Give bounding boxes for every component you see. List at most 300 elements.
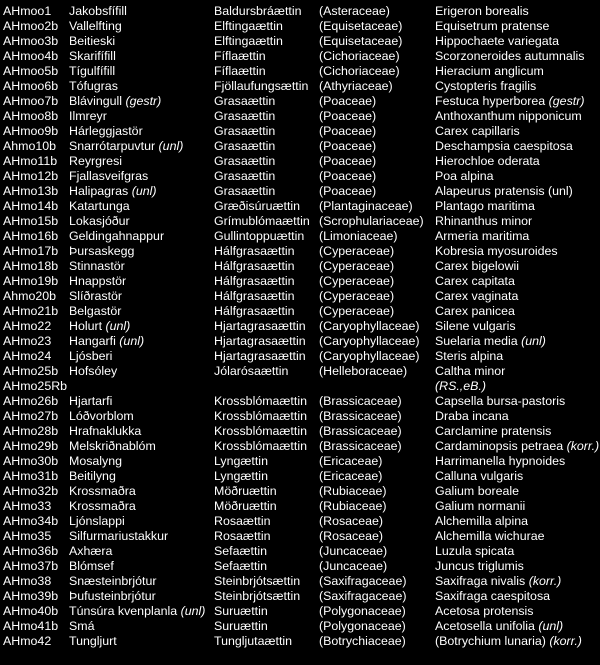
family-latin — [319, 94, 376, 109]
latin-name-text: Saxifraga caespitosa — [435, 589, 551, 603]
family-latin — [319, 499, 387, 514]
specimen-code-text: AHmoo6b — [3, 79, 59, 93]
latin-name — [435, 439, 599, 454]
family-latin — [319, 274, 394, 289]
family-icelandic — [214, 334, 306, 349]
family-latin — [319, 169, 376, 184]
family-icelandic-text: Hjartagrasaættin — [214, 319, 306, 333]
family-icelandic-text: Fíflaættin — [214, 49, 266, 63]
specimen-code-text: AHmoo3b — [3, 34, 59, 48]
icelandic-name — [69, 469, 116, 484]
family-latin — [319, 334, 420, 349]
icelandic-name-text: Ljónslappi — [69, 514, 125, 528]
icelandic-name-text: Vallelfting — [69, 19, 122, 33]
icelandic-name-note: (unl) — [119, 334, 145, 348]
icelandic-name — [69, 409, 134, 424]
icelandic-name — [69, 4, 127, 19]
table-row — [0, 619, 600, 634]
family-latin-text: (Juncaceae) — [319, 559, 388, 573]
family-latin — [319, 184, 376, 199]
latin-name-text: Alchemilla wichurae — [435, 529, 545, 543]
specimen-code-text: AHmo28b — [3, 424, 59, 438]
family-icelandic-text: Krossblómaættin — [214, 439, 307, 453]
icelandic-name — [69, 259, 125, 274]
icelandic-name — [69, 199, 130, 214]
specimen-code-text: AHmo25b — [3, 364, 59, 378]
table-row — [0, 574, 600, 589]
family-latin — [319, 304, 394, 319]
specimen-code-text: AHmo13b — [3, 184, 59, 198]
icelandic-name-text: Tungljurt — [69, 634, 117, 648]
latin-name — [435, 589, 550, 604]
family-icelandic — [214, 619, 268, 634]
family-icelandic — [214, 79, 308, 94]
family-icelandic-text: Elftingaættin — [214, 34, 283, 48]
family-icelandic-text: Hálfgrasaættin — [214, 289, 295, 303]
latin-name-note: (RS.,eB.) — [435, 379, 486, 393]
icelandic-name-text: Tígulfífill — [69, 64, 116, 78]
icelandic-name — [69, 79, 118, 94]
latin-name — [435, 469, 523, 484]
icelandic-name — [69, 319, 130, 334]
table-row — [0, 529, 600, 544]
table-row — [0, 259, 600, 274]
latin-name-text: Alapeurus pratensis (unl) — [435, 184, 573, 198]
latin-name — [435, 499, 525, 514]
family-icelandic-text: Fíflaættin — [214, 64, 266, 78]
family-latin-text: (Rubiaceae) — [319, 484, 387, 498]
family-icelandic — [214, 589, 300, 604]
specimen-code-text: AHmoo8b — [3, 109, 59, 123]
family-icelandic — [214, 349, 306, 364]
latin-name-text: Anthoxanthum nipponicum — [435, 109, 582, 123]
specimen-code — [3, 634, 51, 649]
latin-name-text: Hippochaete variegata — [435, 34, 559, 48]
family-icelandic-text: Baldursbráættin — [214, 4, 302, 18]
family-latin-text: (Cichoriaceae) — [319, 49, 400, 63]
family-latin — [319, 619, 406, 634]
specimen-code-text: AHmo21b — [3, 304, 59, 318]
latin-name-text: Galium normanii — [435, 499, 526, 513]
family-latin — [319, 49, 400, 64]
family-latin — [319, 214, 424, 229]
family-latin-text: (Cyperaceae) — [319, 274, 395, 288]
specimen-code — [3, 334, 51, 349]
latin-name-text: Luzula spicata — [435, 544, 515, 558]
icelandic-name-text: Blómsef — [69, 559, 114, 573]
family-icelandic-text: Suruættin — [214, 604, 268, 618]
specimen-code — [3, 574, 51, 589]
specimen-code — [3, 409, 58, 424]
table-row — [0, 334, 600, 349]
specimen-code-text: AHmo22 — [3, 319, 52, 333]
table-row — [0, 394, 600, 409]
family-latin-text: (Caryophyllaceae) — [319, 319, 420, 333]
family-latin — [319, 349, 420, 364]
family-icelandic — [214, 19, 283, 34]
specimen-code-text: AHmo26b — [3, 394, 59, 408]
family-icelandic — [214, 124, 275, 139]
family-icelandic-text: Hjartagrasaættin — [214, 334, 306, 348]
family-latin-text: (Saxifragaceae) — [319, 574, 407, 588]
specimen-code-text: AHmo37b — [3, 559, 59, 573]
family-icelandic — [214, 424, 307, 439]
specimen-code — [3, 304, 58, 319]
latin-name — [435, 559, 524, 574]
table-row — [0, 499, 600, 514]
family-icelandic — [214, 229, 304, 244]
family-latin — [319, 634, 406, 649]
specimen-code — [3, 439, 58, 454]
icelandic-name-text: Túnsúra kvenplanla — [69, 604, 178, 618]
family-latin — [319, 469, 382, 484]
latin-name-text: Cystopteris fragilis — [435, 79, 537, 93]
icelandic-name-text: Hnappstör — [69, 274, 127, 288]
table-row — [0, 154, 600, 169]
table-row — [0, 319, 600, 334]
latin-name — [435, 334, 546, 349]
family-latin — [319, 319, 420, 334]
family-latin — [319, 139, 376, 154]
specimen-code-text: AHmo19b — [3, 274, 59, 288]
family-icelandic — [214, 4, 301, 19]
family-icelandic-text: Suruættin — [214, 619, 268, 633]
latin-name-text: Erigeron borealis — [435, 4, 529, 18]
icelandic-name — [69, 184, 156, 199]
latin-name — [435, 34, 559, 49]
latin-name-text: Carex vaginata — [435, 289, 519, 303]
specimen-code-text: Ahmo10b — [3, 139, 57, 153]
icelandic-name — [69, 424, 141, 439]
table-row — [0, 184, 600, 199]
icelandic-name — [69, 19, 122, 34]
family-icelandic-text: Sefaættin — [214, 544, 268, 558]
specimen-code-text: AHmoo5b — [3, 64, 59, 78]
latin-name-note: (gestr) — [548, 94, 585, 108]
family-latin — [319, 154, 376, 169]
latin-name-note: (korr.) — [566, 439, 600, 453]
specimen-code — [3, 274, 58, 289]
specimen-code — [3, 229, 58, 244]
specimen-code — [3, 94, 58, 109]
latin-name — [435, 259, 519, 274]
icelandic-name-text: Krossmaðra — [69, 484, 136, 498]
family-icelandic — [214, 304, 295, 319]
specimen-code-text: AHmo24 — [3, 349, 52, 363]
icelandic-name — [69, 484, 136, 499]
icelandic-name-text: Lóðvorblom — [69, 409, 134, 423]
table-row — [0, 4, 600, 19]
latin-name — [435, 304, 515, 319]
specimen-code — [3, 64, 58, 79]
latin-name — [435, 379, 486, 394]
family-latin-text: (Poaceae) — [319, 139, 377, 153]
latin-name-text: Carclamine pratensis — [435, 424, 552, 438]
specimen-code-text: AHmo15b — [3, 214, 59, 228]
icelandic-name — [69, 289, 122, 304]
family-icelandic — [214, 469, 268, 484]
icelandic-name — [69, 229, 164, 244]
specimen-code — [3, 244, 58, 259]
family-latin — [319, 364, 407, 379]
family-latin — [319, 229, 398, 244]
family-latin — [319, 289, 394, 304]
latin-name — [435, 364, 505, 379]
table-row — [0, 484, 600, 499]
family-latin-text: (Poaceae) — [319, 109, 377, 123]
latin-name-text: Scorzoneroides autumnalis — [435, 49, 585, 63]
specimen-code — [3, 544, 58, 559]
specimen-code-text: AHmo40b — [3, 604, 59, 618]
table-row — [0, 589, 600, 604]
latin-name — [435, 244, 558, 259]
specimen-code — [3, 79, 58, 94]
latin-name-note: (korr.) — [549, 634, 582, 648]
family-icelandic-text: Hjartagrasaættin — [214, 349, 306, 363]
family-icelandic — [214, 274, 295, 289]
specimen-code — [3, 499, 51, 514]
icelandic-name-text: Jakobsfífill — [69, 4, 127, 18]
specimen-code — [3, 514, 58, 529]
icelandic-name — [69, 214, 130, 229]
latin-name-text: Plantago maritima — [435, 199, 535, 213]
specimen-code-text: AHmoo9b — [3, 124, 59, 138]
family-icelandic-text: Græðisúruættin — [214, 199, 301, 213]
table-row — [0, 304, 600, 319]
family-latin — [319, 259, 394, 274]
latin-name — [435, 79, 536, 94]
family-latin-text: (Cichoriaceae) — [319, 64, 400, 78]
latin-name-text: Juncus triglumis — [435, 559, 524, 573]
family-icelandic — [214, 454, 268, 469]
specimen-code-text: AHmo36b — [3, 544, 59, 558]
icelandic-name-text: Holurt — [69, 319, 103, 333]
icelandic-name-text: Katartunga — [69, 199, 130, 213]
family-latin — [319, 79, 393, 94]
latin-name-text: Alchemilla alpina — [435, 514, 528, 528]
icelandic-name — [69, 514, 125, 529]
specimen-code — [3, 259, 58, 274]
family-icelandic — [214, 244, 295, 259]
family-latin-text: (Ericaceae) — [319, 469, 383, 483]
latin-name — [435, 514, 528, 529]
icelandic-name — [69, 34, 115, 49]
specimen-code-text: AHmo29b — [3, 439, 59, 453]
specimen-code — [3, 199, 58, 214]
specimen-code — [3, 604, 58, 619]
icelandic-name — [69, 274, 126, 289]
family-icelandic — [214, 94, 275, 109]
latin-name-text: Cardaminopsis petraea — [435, 439, 564, 453]
family-latin — [319, 409, 402, 424]
icelandic-name — [69, 169, 148, 184]
family-latin — [319, 424, 402, 439]
latin-name — [435, 94, 584, 109]
table-row — [0, 49, 600, 64]
family-latin-text: (Brassicaceae) — [319, 424, 402, 438]
latin-name — [435, 184, 573, 199]
icelandic-name-text: Ilmreyr — [69, 109, 107, 123]
latin-name — [435, 274, 515, 289]
family-latin-text: (Cyperaceae) — [319, 289, 395, 303]
latin-name-text: Poa alpina — [435, 169, 494, 183]
table-row — [0, 469, 600, 484]
table-row — [0, 19, 600, 34]
family-icelandic — [214, 559, 267, 574]
table-row — [0, 64, 600, 79]
specimen-code — [3, 169, 58, 184]
family-latin-text: (Cyperaceae) — [319, 244, 395, 258]
latin-name — [435, 409, 509, 424]
family-latin-text: (Cyperaceae) — [319, 304, 395, 318]
family-icelandic — [214, 499, 277, 514]
family-icelandic-text: Möðruættin — [214, 499, 277, 513]
family-latin-text: (Juncaceae) — [319, 544, 388, 558]
latin-name — [435, 124, 520, 139]
latin-name-text: Carex panicea — [435, 304, 515, 318]
family-latin-text: (Poaceae) — [319, 169, 377, 183]
table-row — [0, 604, 600, 619]
specimen-code-text: AHmo17b — [3, 244, 59, 258]
icelandic-name-text: Hjartarfi — [69, 394, 113, 408]
latin-name-text: Festuca hyperborea — [435, 94, 546, 108]
icelandic-name-text: Tófugras — [69, 79, 118, 93]
family-latin-text: (Poaceae) — [319, 154, 377, 168]
specimen-code-text: AHmo16b — [3, 229, 59, 243]
specimen-code — [3, 484, 58, 499]
family-icelandic-text: Rosaættin — [214, 529, 271, 543]
family-icelandic — [214, 604, 268, 619]
latin-name — [435, 484, 519, 499]
icelandic-name — [69, 499, 136, 514]
family-latin-text: (Scrophulariaceae) — [319, 214, 424, 228]
icelandic-name-text: Hangarfi — [69, 334, 116, 348]
icelandic-name — [69, 349, 112, 364]
specimen-code-text: AHmo35 — [3, 529, 52, 543]
family-icelandic-text: Gullintoppuættin — [214, 229, 305, 243]
family-icelandic-text: Hálfgrasaættin — [214, 259, 295, 273]
table-row — [0, 544, 600, 559]
family-latin — [319, 589, 406, 604]
latin-name-text: Silene vulgaris — [435, 319, 516, 333]
family-icelandic-text: Steinbrjótsættin — [214, 589, 301, 603]
family-icelandic — [214, 439, 307, 454]
table-row — [0, 199, 600, 214]
latin-name-text: Saxifraga nivalis — [435, 574, 526, 588]
icelandic-name — [69, 334, 144, 349]
icelandic-name — [69, 589, 156, 604]
table-row — [0, 364, 600, 379]
icelandic-name — [69, 559, 114, 574]
icelandic-name-text: Þursaskegg — [69, 244, 135, 258]
family-latin — [319, 199, 413, 214]
family-latin-text: (Brassicaceae) — [319, 439, 402, 453]
icelandic-name — [69, 604, 205, 619]
latin-name — [435, 109, 582, 124]
family-latin — [319, 64, 400, 79]
latin-name-text: Galium boreale — [435, 484, 520, 498]
specimen-code-text: AHmoo1 — [3, 4, 52, 18]
family-icelandic — [214, 544, 267, 559]
icelandic-name — [69, 439, 156, 454]
family-icelandic — [214, 64, 266, 79]
family-icelandic-text: Krossblómaættin — [214, 409, 307, 423]
family-icelandic — [214, 154, 275, 169]
family-latin-text: (Brassicaceae) — [319, 409, 402, 423]
latin-name-text: Equisetrum pratense — [435, 19, 550, 33]
icelandic-name-text: Melskriðnablóm — [69, 439, 156, 453]
family-icelandic — [214, 139, 275, 154]
family-icelandic-text: Grasaættin — [214, 169, 276, 183]
latin-name — [435, 424, 551, 439]
table-row — [0, 94, 600, 109]
icelandic-name-text: Mosalyng — [69, 454, 123, 468]
family-icelandic-text: Grasaættin — [214, 94, 276, 108]
specimen-code-text: AHmo34b — [3, 514, 59, 528]
latin-name — [435, 154, 540, 169]
specimen-code-text: AHmo42 — [3, 634, 52, 648]
specimen-code — [3, 49, 58, 64]
table-row — [0, 409, 600, 424]
latin-name — [435, 619, 563, 634]
family-latin-text: (Saxifragaceae) — [319, 589, 407, 603]
family-icelandic-text: Grasaættin — [214, 109, 276, 123]
family-icelandic-text: Rosaættin — [214, 514, 271, 528]
specimen-code — [3, 379, 67, 394]
icelandic-name — [69, 124, 143, 139]
family-latin-text: (Cyperaceae) — [319, 259, 395, 273]
table-row — [0, 139, 600, 154]
icelandic-name — [69, 109, 107, 124]
icelandic-name-text: Hrafnaklukka — [69, 424, 142, 438]
specimen-code — [3, 469, 58, 484]
specimen-code — [3, 559, 58, 574]
specimen-code — [3, 424, 58, 439]
table-row — [0, 634, 600, 649]
icelandic-name-note: (unl) — [131, 184, 157, 198]
family-latin-text: (Limoniaceae) — [319, 229, 398, 243]
icelandic-name-text: Fjallasveifgras — [69, 169, 149, 183]
family-latin — [319, 484, 387, 499]
specimen-code-text: AHmo18b — [3, 259, 59, 273]
icelandic-name — [69, 64, 115, 79]
specimen-code — [3, 109, 58, 124]
icelandic-name-text: Hofsóley — [69, 364, 118, 378]
latin-name-text: (Botrychium lunaria) — [435, 634, 546, 648]
family-latin-text: (Rosaceae) — [319, 529, 384, 543]
specimen-code — [3, 34, 58, 49]
family-icelandic-text: Tungljutaættin — [214, 634, 293, 648]
specimen-code — [3, 289, 56, 304]
icelandic-name — [69, 634, 117, 649]
specimen-code — [3, 529, 51, 544]
family-icelandic — [214, 364, 288, 379]
specimen-code-text: AHmoo2b — [3, 19, 59, 33]
table-row — [0, 379, 600, 394]
specimen-code-text: AHmoo4b — [3, 49, 59, 63]
table-row — [0, 289, 600, 304]
family-latin-text: (Caryophyllaceae) — [319, 349, 420, 363]
family-icelandic — [214, 199, 300, 214]
latin-name-text: Hieracium anglicum — [435, 64, 544, 78]
family-icelandic-text: Grasaættin — [214, 154, 276, 168]
family-icelandic — [214, 289, 295, 304]
icelandic-name-text: Beitieski — [69, 34, 116, 48]
family-icelandic — [214, 184, 275, 199]
family-icelandic-text: Hálfgrasaættin — [214, 304, 295, 318]
latin-name — [435, 289, 518, 304]
family-icelandic-text: Hálfgrasaættin — [214, 274, 295, 288]
